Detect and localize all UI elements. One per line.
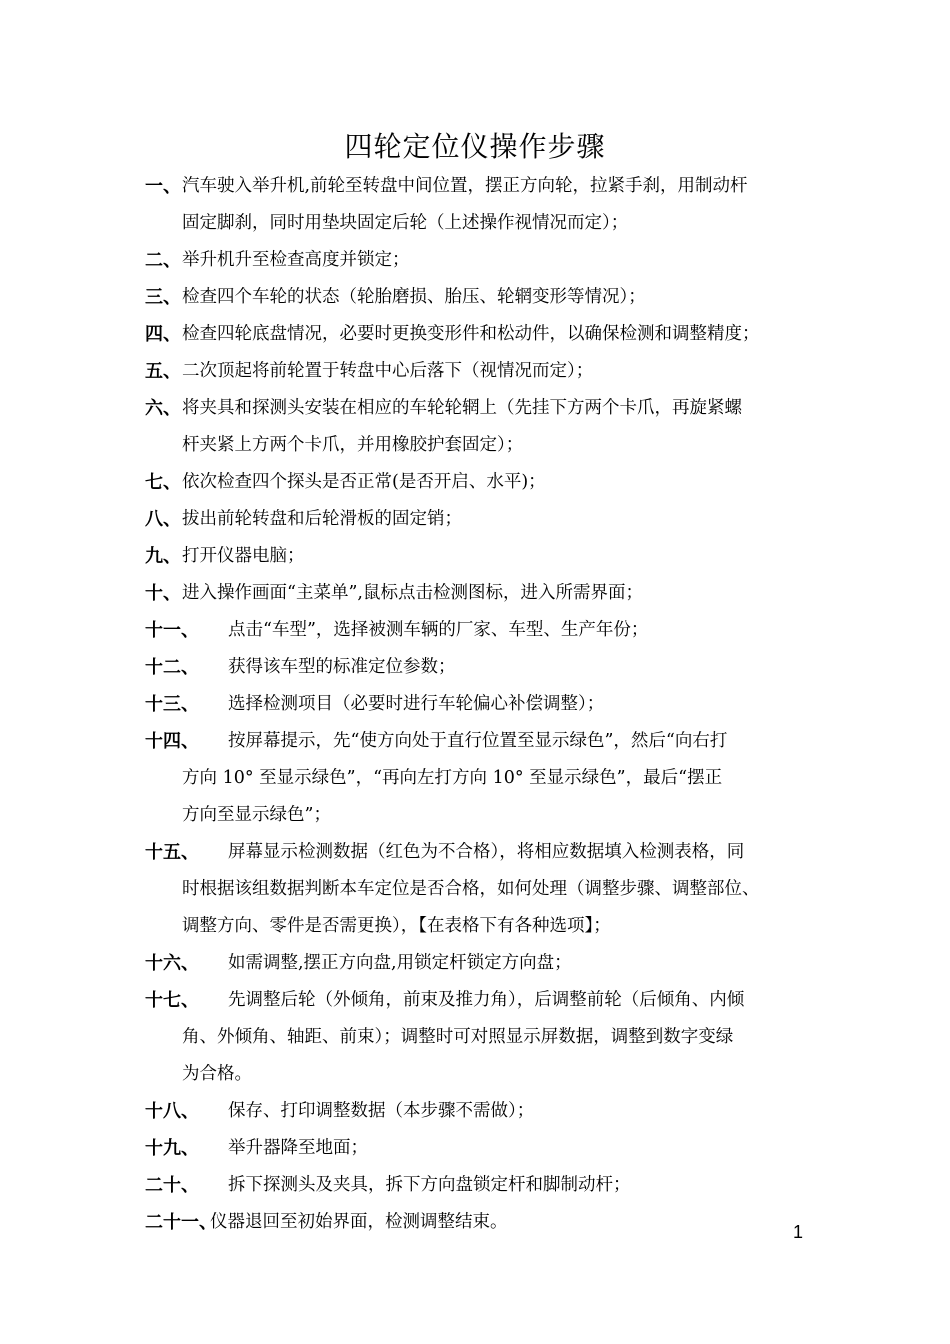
step-text-continuation: 杆夹紧上方两个卡爪，并用橡胶护套固定）； — [182, 435, 524, 455]
step-text: 进入操作画面“主菜单”,鼠标点击检测图标，进入所需界面； — [182, 583, 643, 603]
step-text: 点击“车型”，选择被测车辆的厂家、车型、生产年份； — [228, 620, 649, 640]
step-number: 十四、 — [145, 731, 199, 752]
step-text: 拔出前轮转盘和后轮滑板的固定销； — [182, 509, 462, 529]
step-number: 十九、 — [145, 1138, 199, 1159]
step-text-continuation: 方向 10° 至显示绿色”，“再向左打方向 10° 至显示绿色”，最后“摆正 — [182, 768, 723, 788]
step-number: 四、 — [145, 324, 181, 345]
step-text: 获得该车型的标准定位参数； — [228, 657, 456, 677]
step-text-continuation: 方向至显示绿色”； — [182, 805, 331, 825]
step-number: 九、 — [145, 546, 181, 567]
step-item — [145, 834, 825, 945]
step-number: 八、 — [145, 509, 181, 530]
step-text: 如需调整,摆正方向盘,用锁定杆锁定方向盘； — [228, 953, 572, 973]
step-item — [145, 168, 825, 242]
document-title: 四轮定位仪操作步骤 — [344, 130, 606, 163]
step-number: 六、 — [145, 398, 181, 419]
step-item — [145, 723, 825, 834]
step-number: 二、 — [145, 250, 181, 271]
step-number: 十一、 — [145, 620, 199, 641]
step-number: 十七、 — [145, 990, 199, 1011]
step-text-continuation: 为合格。 — [182, 1064, 252, 1084]
step-text: 检查四轮底盘情况，必要时更换变形件和松动件，以确保检测和调整精度； — [182, 324, 760, 344]
step-item — [145, 575, 825, 612]
step-text: 检查四个车轮的状态（轮胎磨损、胎压、轮辋变形等情况）； — [182, 287, 646, 307]
step-item — [145, 1204, 825, 1241]
step-text: 选择检测项目（必要时进行车轮偏心补偿调整）； — [228, 694, 605, 714]
step-number: 五、 — [145, 361, 181, 382]
step-text-continuation: 固定脚刹，同时用垫块固定后轮（上述操作视情况而定）； — [182, 213, 629, 233]
step-item — [145, 1093, 825, 1130]
step-text: 保存、打印调整数据（本步骤不需做）； — [228, 1101, 535, 1121]
step-text: 屏幕显示检测数据（红色为不合格），将相应数据填入检测表格，同 — [228, 842, 745, 862]
step-item — [145, 538, 825, 575]
step-number: 一、 — [145, 176, 181, 197]
step-text-continuation: 时根据该组数据判断本车定位是否合格，如何处理（调整步骤、调整部位、 — [182, 879, 760, 899]
step-number: 十八、 — [145, 1101, 199, 1122]
step-item — [145, 242, 825, 279]
step-item — [145, 612, 825, 649]
step-text: 举升机升至检查高度并锁定； — [182, 250, 410, 270]
step-item — [145, 945, 825, 982]
step-number: 十、 — [145, 583, 181, 604]
step-number: 十六、 — [145, 953, 199, 974]
step-text-continuation: 调整方向、零件是否需更换），【在表格下有各种选项】； — [182, 916, 611, 936]
step-text: 拆下探测头及夹具，拆下方向盘锁定杆和脚制动杆； — [228, 1175, 631, 1195]
step-item — [145, 316, 825, 353]
step-item — [145, 649, 825, 686]
step-item — [145, 501, 825, 538]
step-text: 仪器退回至初始界面，检测调整结束。 — [210, 1212, 508, 1232]
step-item — [145, 390, 825, 464]
step-item — [145, 353, 825, 390]
step-text: 二次顶起将前轮置于转盘中心后落下（视情况而定）； — [182, 361, 594, 381]
step-number: 十五、 — [145, 842, 199, 863]
page-number: 1 — [793, 1222, 804, 1242]
step-item — [145, 1167, 825, 1204]
step-number: 十二、 — [145, 657, 199, 678]
step-text: 先调整后轮（外倾角，前束及推力角），后调整前轮（后倾角、内倾 — [228, 990, 745, 1010]
step-text: 依次检查四个探头是否正常(是否开启、水平)； — [182, 472, 546, 492]
step-number: 十三、 — [145, 694, 199, 715]
step-item — [145, 279, 825, 316]
step-text: 汽车驶入举升机,前轮至转盘中间位置，摆正方向轮，拉紧手刹，用制动杆 — [182, 176, 748, 196]
step-number: 二十、 — [145, 1175, 199, 1196]
step-text: 打开仪器电脑； — [182, 546, 305, 566]
step-text-continuation: 角、外倾角、轴距、前束）；调整时可对照显示屏数据，调整到数字变绿 — [182, 1027, 734, 1047]
step-text: 按屏幕提示，先“使方向处于直行位置至显示绿色”，然后“向右打 — [228, 731, 728, 751]
step-item — [145, 982, 825, 1093]
step-number: 七、 — [145, 472, 181, 493]
step-text: 举升器降至地面； — [228, 1138, 368, 1158]
step-number: 三、 — [145, 287, 181, 308]
step-item — [145, 686, 825, 723]
step-item — [145, 464, 825, 501]
step-number: 二十一、 — [145, 1212, 217, 1233]
steps-list — [145, 168, 825, 1241]
step-item — [145, 1130, 825, 1167]
step-text: 将夹具和探测头安装在相应的车轮轮辋上（先挂下方两个卡爪，再旋紧螺 — [182, 398, 742, 418]
